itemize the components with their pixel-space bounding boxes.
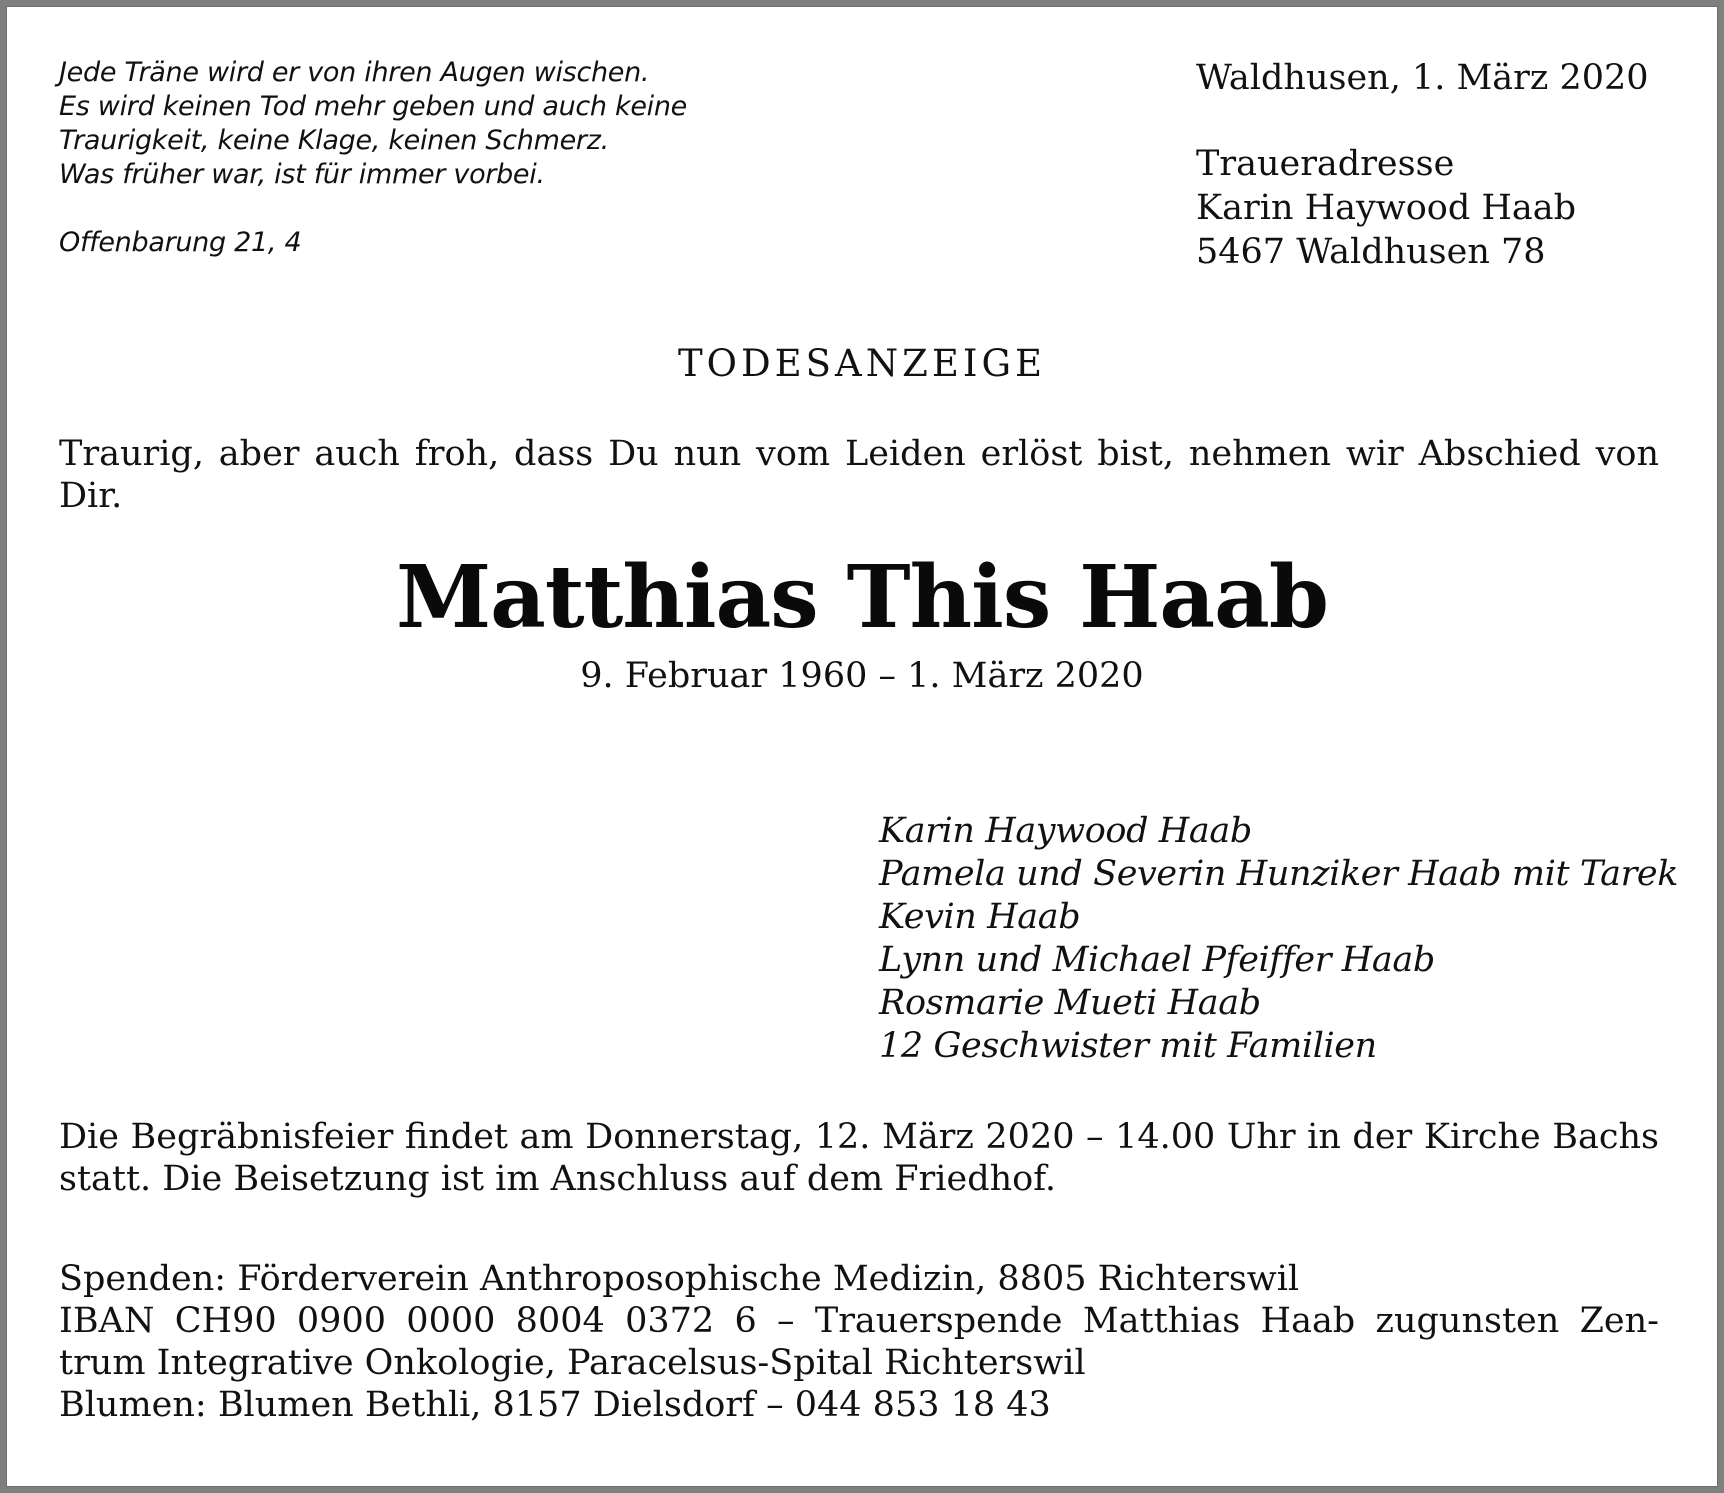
bible-verse bbox=[59, 56, 739, 192]
verse-line: Jede Träne wird er von ihren Augen wischen. bbox=[59, 57, 650, 88]
mourner-item: 12 Geschwister mit Familien bbox=[879, 1026, 1377, 1066]
mourning-address-label: Traueradresse bbox=[1196, 144, 1455, 184]
donation-iban-line: IBAN CH90 0900 0000 8004 0372 6 – Trauerspende Matthias Haab zugunsten Zen- bbox=[59, 1301, 1659, 1341]
mourner-item: Lynn und Michael Pfeiffer Haab bbox=[879, 940, 1435, 980]
verse-line: Traurigkeit, keine Klage, keinen Schmerz. bbox=[59, 125, 609, 156]
mourning-address-name: Karin Haywood Haab bbox=[1196, 188, 1577, 228]
mourning-address-street: 5467 Waldhusen 78 bbox=[1196, 232, 1546, 272]
donation-line: Spenden: Förderverein Anthroposophische Medizin, 8805 Richterswil bbox=[59, 1259, 1300, 1299]
mourners-list bbox=[879, 810, 1678, 1068]
mourning-address bbox=[1196, 142, 1576, 274]
intro-text: Traurig, aber auch froh, dass Du nun vom Leiden erlöst bist, nehmen wir Abschied von Dir. bbox=[59, 434, 1659, 516]
mourner-item: Kevin Haab bbox=[879, 897, 1081, 937]
mourner-item: Karin Haywood Haab bbox=[879, 811, 1252, 851]
verse-line: Was früher war, ist für immer vorbei. bbox=[59, 159, 545, 190]
life-dates: 9. Februar 1960 – 1. März 2020 bbox=[580, 656, 1144, 696]
mourner-item: Pamela und Severin Hunziker Haab mit Tarek bbox=[879, 854, 1679, 894]
mourner-item: Rosmarie Mueti Haab bbox=[879, 983, 1261, 1023]
donations-info bbox=[59, 1258, 1659, 1426]
verse-line: Es wird keinen Tod mehr geben und auch keine bbox=[59, 91, 687, 122]
notice-heading: TODESANZEIGE bbox=[677, 342, 1047, 385]
donation-line: trum Integrative Onkologie, Paracelsus-Spital Richterswil bbox=[59, 1343, 1086, 1383]
funeral-info: Die Begräbnisfeier findet am Donnerstag, 12. März 2020 – 14.00 Uhr in der Kirche Bachs statt. Die Beisetzung ist im Anschluss auf dem Friedhof. bbox=[59, 1117, 1659, 1199]
verse-reference: Offenbarung 21, 4 bbox=[59, 227, 302, 258]
flowers-line: Blumen: Blumen Bethli, 8157 Dielsdorf – 044 853 18 43 bbox=[59, 1385, 1051, 1425]
deceased-name: Matthias This Haab bbox=[395, 547, 1329, 648]
obituary-notice bbox=[6, 6, 1718, 1487]
place-date: Waldhusen, 1. März 2020 bbox=[1196, 58, 1649, 98]
